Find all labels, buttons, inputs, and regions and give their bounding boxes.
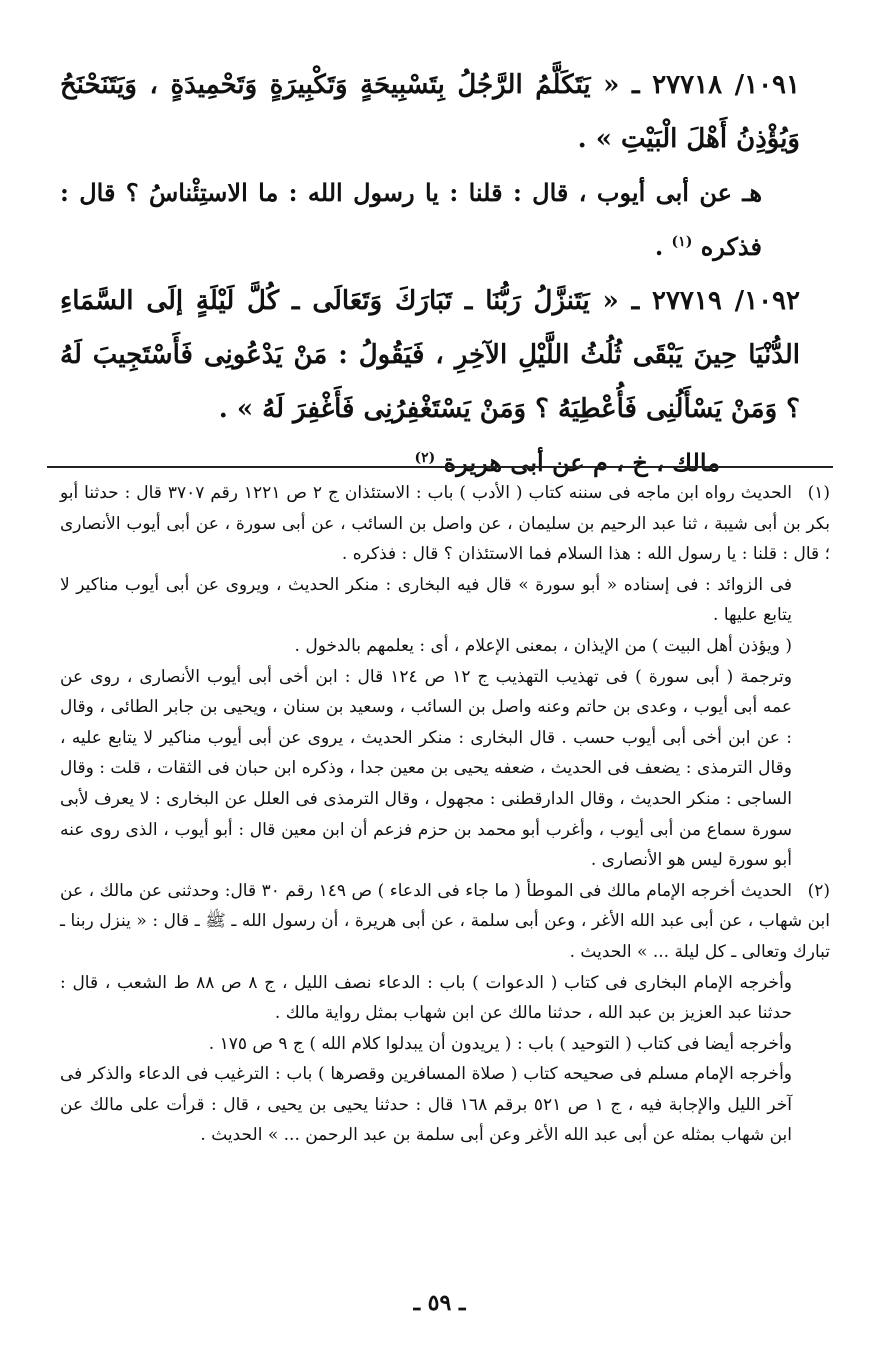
narration-1091-end: .: [654, 232, 672, 261]
footnote-ref-1[interactable]: (١): [671, 234, 693, 250]
footnote-1-para-2: فى الزوائد : فى إسناده « أبو سورة » قال فيه البخارى : منكر الحديث ، ويروى عن أبى أيوب مناكير لا يتابع عليها .: [60, 574, 792, 626]
hadith-1091: ١٠٩١/ ٢٧٧١٨ ـ « يَتَكَلَّمُ الرَّجُلُ بِتَسْبِيحَةٍ وَتَكْبِيرَةٍ وَتَحْمِيدَةٍ ، وَيَتَنَحْنَحُ وَيُؤْذِنُ أَهْلَ الْبَيْتِ » .: [60, 70, 800, 154]
footnotes: [60, 478, 830, 1151]
footnote-divider: [47, 466, 833, 468]
footnote-1-para-3: ( ويؤذن أهل البيت ) من الإيذان ، بمعنى الإعلام ، أى : يعلمهم بالدخول .: [294, 635, 792, 656]
narration-1091-text: هـ عن أبى أيوب ، قال : قلنا : يا رسول الله : ما الاستِئْناسُ ؟ قال : فذكره: [60, 178, 762, 261]
footnote-1-para-4: وترجمة ( أبى سورة ) فى تهذيب التهذيب ج ١٢ ص ١٢٤ قال : ابن أخى أبى أيوب الأنصارى ، روى عن عمه أبى أيوب ، وعدى بن حاتم وعنه واصل بن السائب ، وسعيد بن سنان ، ويحيى بن جابر الطائى ، وقال : عن ابن أخى أبى أيوب حسب . قال البخارى : منكر الحديث ، يروى عن أبى أيوب مناكير لا يتابع عليه ، وقال الترمذى : يضعف فى الحديث ، ضعفه يحيى بن معين جدا ، وذكره ابن حبان فى الثقات ، قلت : وقال الساجى : منكر الحديث ، وقال الدارقطنى : مجهول ، وقال الترمذى فى العلل عن البخارى : لا يعرف لأبى سورة سماع من أبى أيوب ، وأغرب أبو محمد بن حزم فزعم أن ابن معين قال : أبو أيوب ، الذى روى عنه أبو سورة ليس هو الأنصارى .: [60, 666, 793, 871]
footnote-2-number: (٢): [807, 880, 830, 901]
footnote-2-para-3: وأخرجه أيضا فى كتاب ( التوحيد ) باب : ( يريدون أن يبدلوا كلام الله ) ج ٩ ص ١٧٥ .: [208, 1033, 792, 1054]
main-text: [60, 58, 800, 490]
footnote-1-text: الحديث رواه ابن ماجه فى سننه كتاب ( الأدب ) باب : الاستئذان ج ٢ ص ١٢٢١ رقم ٣٧٠٧ قال : حدثنا أبو بكر بن أبى شيبة ، ثنا عبد الرحيم بن سليمان ، عن واصل بن السائب ، عن أبى سورة ، عن أبى أيوب الأنصارى ؛ قال : قلنا : يا رسول الله : هذا السلام فما الاستئذان ؟ قال : فذكره .: [60, 483, 830, 565]
footnote-1-para-1: [60, 478, 830, 570]
source-1092-text: مالك ، خ ، م عن أبى هريرة: [443, 448, 720, 477]
footnote-1-number: (١): [807, 483, 830, 503]
footnote-2-text: الحديث أخرجه الإمام مالك فى الموطأ ( ما جاء فى الدعاء ) ص ١٤٩ رقم ٣٠ قال: وحدثنى عن مالك ، عن ابن شهاب ، عن أبى عبد الله الأغر ، وعن أبى سلمة ، عن أبى هريرة ، أن رسول الله ـ ﷺ ـ قال : « ينزل ربنا ـ تبارك وتعالى ـ كل ليلة ... » الحديث .: [60, 880, 830, 962]
narration-1091: [60, 166, 800, 274]
footnote-2-para-1: [60, 876, 830, 968]
hadith-1092: ١٠٩٢/ ٢٧٧١٩ ـ « يَتَنزَّلُ رَبُّنَا ـ تَبَارَكَ وَتَعَالَى ـ كُلَّ لَيْلَةٍ إلَى السَّمَاءِ الدُّنْيَا حِينَ يَبْقَى ثُلُثُ اللَّيْلِ الآخِرِ ، فَيَقُولُ : مَنْ يَدْعُونِى فَأَسْتَجِيبَ لَهُ ؟ وَمَنْ يَسْأَلُنِى فَأُعْطِيَهُ ؟ وَمَنْ يَسْتَغْفِرُنِى فَأَغْفِرَ لَهُ » .: [60, 286, 800, 424]
footnote-ref-2[interactable]: (٢): [414, 450, 436, 466]
footnote-2-para-2: وأخرجه الإمام البخارى فى كتاب ( الدعوات ) باب : الدعاء نصف الليل ، ج ٨ ص ٨٨ ط الشعب ، قال : حدثنا عبد العزيز بن عبد الله ، حدثنا مالك عن ابن شهاب بمثل رواية مالك .: [60, 972, 793, 1024]
footnote-2-para-4: وأخرجه الإمام مسلم فى صحيحه كتاب ( صلاة المسافرين وقصرها ) باب : الترغيب فى الدعاء والذكر فى آخر الليل والإجابة فيه ، ج ١ ص ٥٢١ برقم ١٦٨ قال : حدثنا يحيى بن يحيى ، قال : قرأت على مالك عن ابن شهاب بمثله عن أبى عبد الله الأغر وعن أبى سلمة بن عبد الرحمن ... » الحديث .: [60, 1064, 792, 1146]
page-number: ـ ٥٩ ـ: [413, 1290, 466, 1316]
